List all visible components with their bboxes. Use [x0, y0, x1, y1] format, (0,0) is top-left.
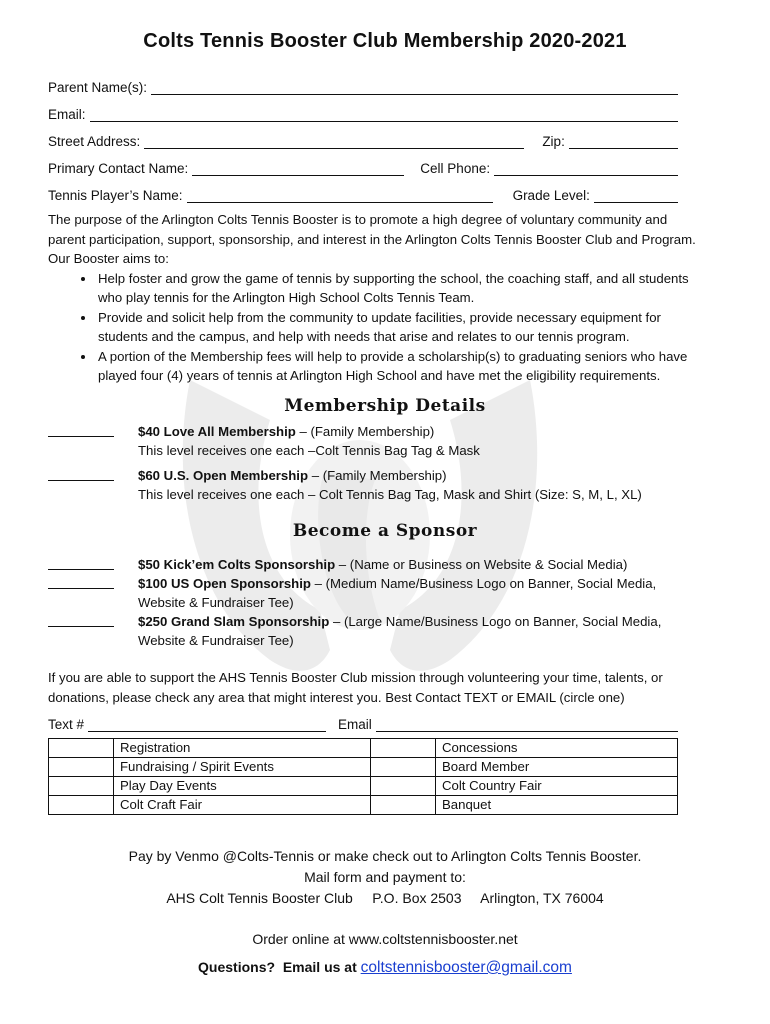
sponsor-name: $50 Kick’em Colts Sponsorship [138, 557, 336, 572]
table-row [49, 796, 678, 815]
membership-name: $60 U.S. Open Membership [138, 468, 309, 483]
text-number-field[interactable] [88, 718, 326, 732]
email-row [48, 104, 678, 122]
aims-list [48, 269, 708, 386]
parent-names-label: Parent Name(s): [48, 80, 148, 95]
address-row [48, 131, 678, 149]
table-row [49, 739, 678, 758]
grade-level-label: Grade Level: [512, 188, 590, 203]
table-row [49, 777, 678, 796]
payment-line-2: Mail form and payment to: [304, 869, 466, 885]
payment-line-1: Pay by Venmo @Colts-Tennis or make check out to Arlington Colts Tennis Booster. [128, 848, 642, 864]
questions-label: Questions? Email us at [198, 959, 361, 975]
form-title: Colts Tennis Booster Club Membership 2020-2021 [143, 30, 627, 52]
membership-name: $40 Love All Membership [138, 424, 296, 439]
contact-email-field[interactable] [376, 718, 678, 732]
volunteer-checkbox-cell[interactable] [49, 796, 114, 815]
sponsor-option [48, 555, 728, 574]
membership-desc: This level receives one each – Colt Tennis Bag Tag, Mask and Shirt (Size: S, M, L, XL) [138, 487, 642, 502]
sponsor-heading: Become a Sponsor [292, 521, 478, 541]
best-contact-row [48, 714, 678, 732]
contact-email-link[interactable]: coltstennisbooster@gmail.com [360, 959, 572, 976]
aim-item: • Provide and solicit help from the community to update facilities, provide necessary equipment for students and the campus, and help with needs that arise and relates to our tennis program. [96, 308, 708, 347]
membership-type: – (Family Membership) [295, 424, 435, 439]
sponsor-option [48, 612, 728, 650]
parent-names-field[interactable] [151, 81, 678, 95]
sponsor-option [48, 574, 728, 612]
membership-desc: This level receives one each –Colt Tennis Bag Tag & Mask [138, 443, 480, 458]
volunteer-option: Registration [114, 739, 371, 758]
questions-line [0, 957, 770, 978]
intro-text: The purpose of the Arlington Colts Tennis Booster is to promote a high degree of voluntary community and parent participation, support, sponsorship, and interest in the Arlington Colts Tennis Booster Club and Program. Our Booster aims to: [48, 212, 696, 266]
tennis-player-field[interactable] [187, 189, 493, 203]
volunteer-option: Banquet [436, 796, 678, 815]
zip-field[interactable] [569, 135, 678, 149]
volunteer-option: Concessions [436, 739, 678, 758]
volunteer-option: Play Day Events [114, 777, 371, 796]
sponsor-desc: – (Large Name/Business Logo on Banner, Social Media, Website & Fundraiser Tee) [138, 614, 662, 648]
volunteer-option: Colt Craft Fair [114, 796, 371, 815]
cell-phone-field[interactable] [494, 162, 678, 176]
volunteer-checkbox-cell[interactable] [49, 758, 114, 777]
zip-label: Zip: [542, 134, 565, 149]
table-row [49, 758, 678, 777]
email-label: Email: [48, 107, 86, 122]
tennis-player-label: Tennis Player’s Name: [48, 188, 183, 203]
order-online-text: Order online at www.coltstennisbooster.net [252, 931, 518, 947]
sponsor-checkbox-line[interactable] [48, 569, 114, 570]
street-address-label: Street Address: [48, 134, 141, 149]
membership-option [48, 422, 728, 460]
volunteer-checkbox-cell[interactable] [371, 796, 436, 815]
primary-contact-field[interactable] [192, 162, 404, 176]
mailing-address: AHS Colt Tennis Booster Club P.O. Box 2503 Arlington, TX 76004 [166, 890, 604, 906]
text-number-label: Text # [48, 717, 85, 732]
parent-names-row [48, 77, 678, 95]
primary-contact-label: Primary Contact Name: [48, 161, 189, 176]
purpose-section [48, 210, 708, 386]
membership-checkbox-line[interactable] [48, 436, 114, 437]
cell-phone-label: Cell Phone: [420, 161, 491, 176]
sponsor-desc: – (Name or Business on Website & Social Media) [335, 557, 628, 572]
volunteer-checkbox-cell[interactable] [371, 739, 436, 758]
aim-item: • Help foster and grow the game of tennis by supporting the school, the coaching staff, and all students who play tennis for the Arlington High School Colts Tennis Team. [96, 269, 708, 308]
volunteer-option: Colt Country Fair [436, 777, 678, 796]
player-row [48, 185, 678, 203]
sponsor-checkbox-line[interactable] [48, 626, 114, 627]
grade-level-field[interactable] [594, 189, 678, 203]
volunteer-table [48, 738, 678, 815]
contact-email-label: Email [338, 717, 372, 732]
volunteer-option: Board Member [436, 758, 678, 777]
volunteer-checkbox-cell[interactable] [49, 777, 114, 796]
street-address-field[interactable] [144, 135, 524, 149]
aim-item: • A portion of the Membership fees will help to provide a scholarship(s) to graduating seniors who have played four (4) years of tennis at Arlington High School and have met the eligibility requirements. [96, 347, 708, 386]
sponsor-checkbox-line[interactable] [48, 588, 114, 589]
membership-heading: Membership Details [284, 396, 486, 416]
sponsor-desc: – (Medium Name/Business Logo on Banner, Social Media, Website & Fundraiser Tee) [138, 576, 657, 610]
membership-type: – (Family Membership) [308, 468, 447, 483]
sponsor-name: $100 US Open Sponsorship [138, 576, 311, 591]
contact-row [48, 158, 678, 176]
volunteer-option: Fundraising / Spirit Events [114, 758, 371, 777]
membership-checkbox-line[interactable] [48, 480, 114, 481]
volunteer-checkbox-cell[interactable] [49, 739, 114, 758]
email-field[interactable] [90, 108, 678, 122]
volunteer-checkbox-cell[interactable] [371, 758, 436, 777]
membership-option [48, 466, 728, 504]
volunteer-checkbox-cell[interactable] [371, 777, 436, 796]
volunteer-text: If you are able to support the AHS Tennis Booster Club mission through volunteering your time, talents, or donations, please check any area that might interest you. Best Contact TEXT or EMAIL (circle one) [48, 670, 663, 705]
sponsor-name: $250 Grand Slam Sponsorship [138, 614, 330, 629]
